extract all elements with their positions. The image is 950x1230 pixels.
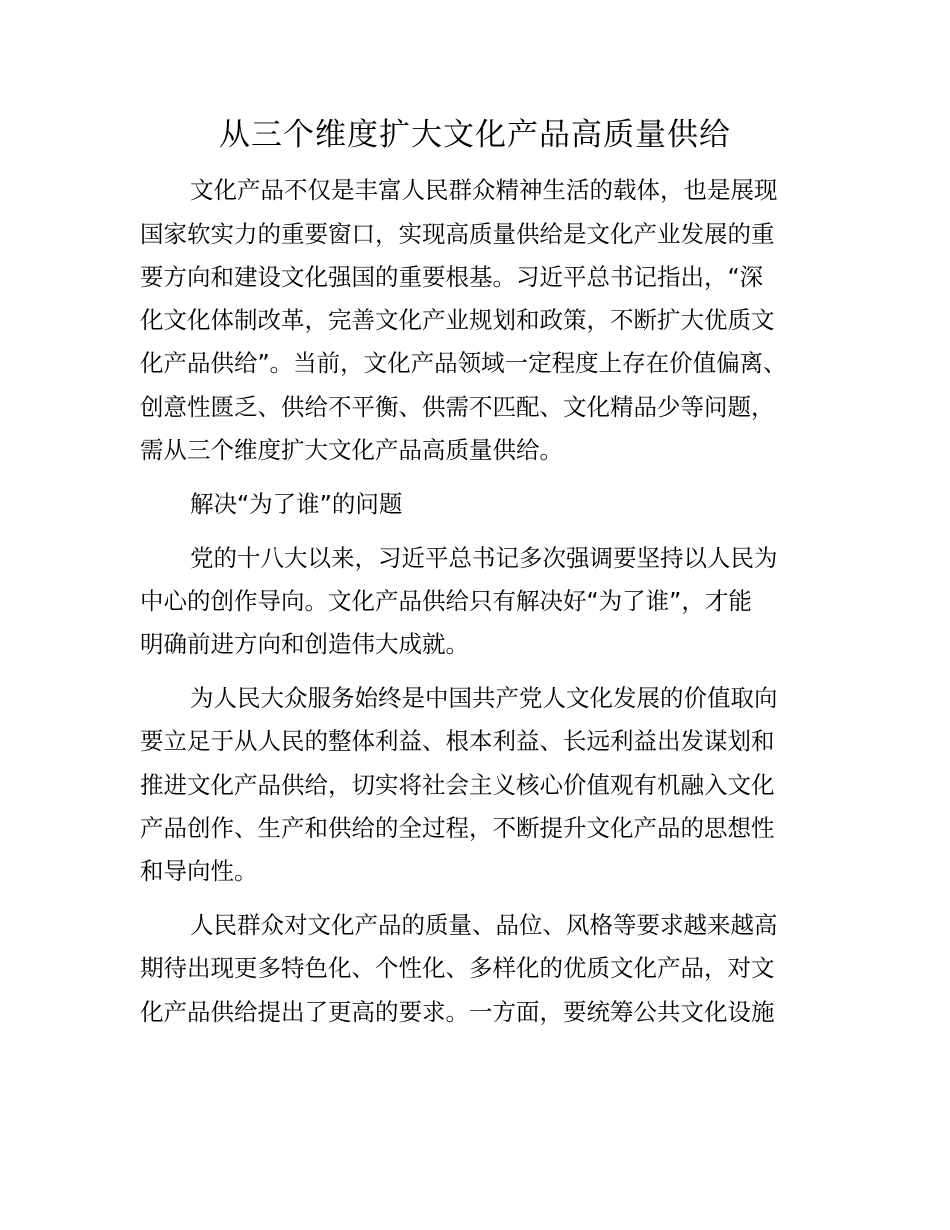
text-line: 文化产品不仅是丰富人民群众精神生活的载体，也是展现 [190,176,778,204]
document-title: 从三个维度扩大文化产品高质量供给 [219,117,731,153]
text-line: 创意性匮乏、供给不平衡、供需不匹配、文化精品少等问题， [140,393,775,421]
text-line: 推进文化产品供给，切实将社会主义核心价值观有机融入文化 [140,771,775,799]
text-line: 需从三个维度扩大文化产品高质量供给。 [140,436,563,464]
text-line: 要方向和建设文化强国的重要根基。习近平总书记指出，“深 [140,263,764,291]
text-line: 产品创作、生产和供给的全过程，不断提升文化产品的思想性 [140,814,775,842]
text-line: 化文化体制改革，完善文化产业规划和政策，不断扩大优质文 [140,306,775,334]
text-line: 化产品供给提出了更高的要求。一方面，要统筹公共文化设施 [140,998,775,1026]
text-line: 国家软实力的重要窗口，实现高质量供给是文化产业发展的重 [140,220,775,248]
text-line: 人民群众对文化产品的质量、品位、风格等要求越来越高 [190,911,778,939]
text-line: 期待出现更多特色化、个性化、多样化的优质文化产品，对文 [140,954,775,982]
text-line: 要立足于从人民的整体利益、根本利益、长远利益出发谋划和 [140,727,775,755]
section-heading: 解决“为了谁”的问题 [190,490,403,518]
text-line: 化产品供给”。当前，文化产品领域一定程度上存在价值偏离、 [140,349,787,377]
text-line: 和导向性。 [140,857,258,885]
text-line: 明确前进方向和创造伟大成就。 [140,630,469,658]
text-line: 党的十八大以来，习近平总书记多次强调要坚持以人民为 [190,544,778,572]
text-line: 为人民大众服务始终是中国共产党人文化发展的价值取向 [190,684,778,712]
text-line: 中心的创作导向。文化产品供给只有解决好“为了谁”，才能 [140,587,752,615]
